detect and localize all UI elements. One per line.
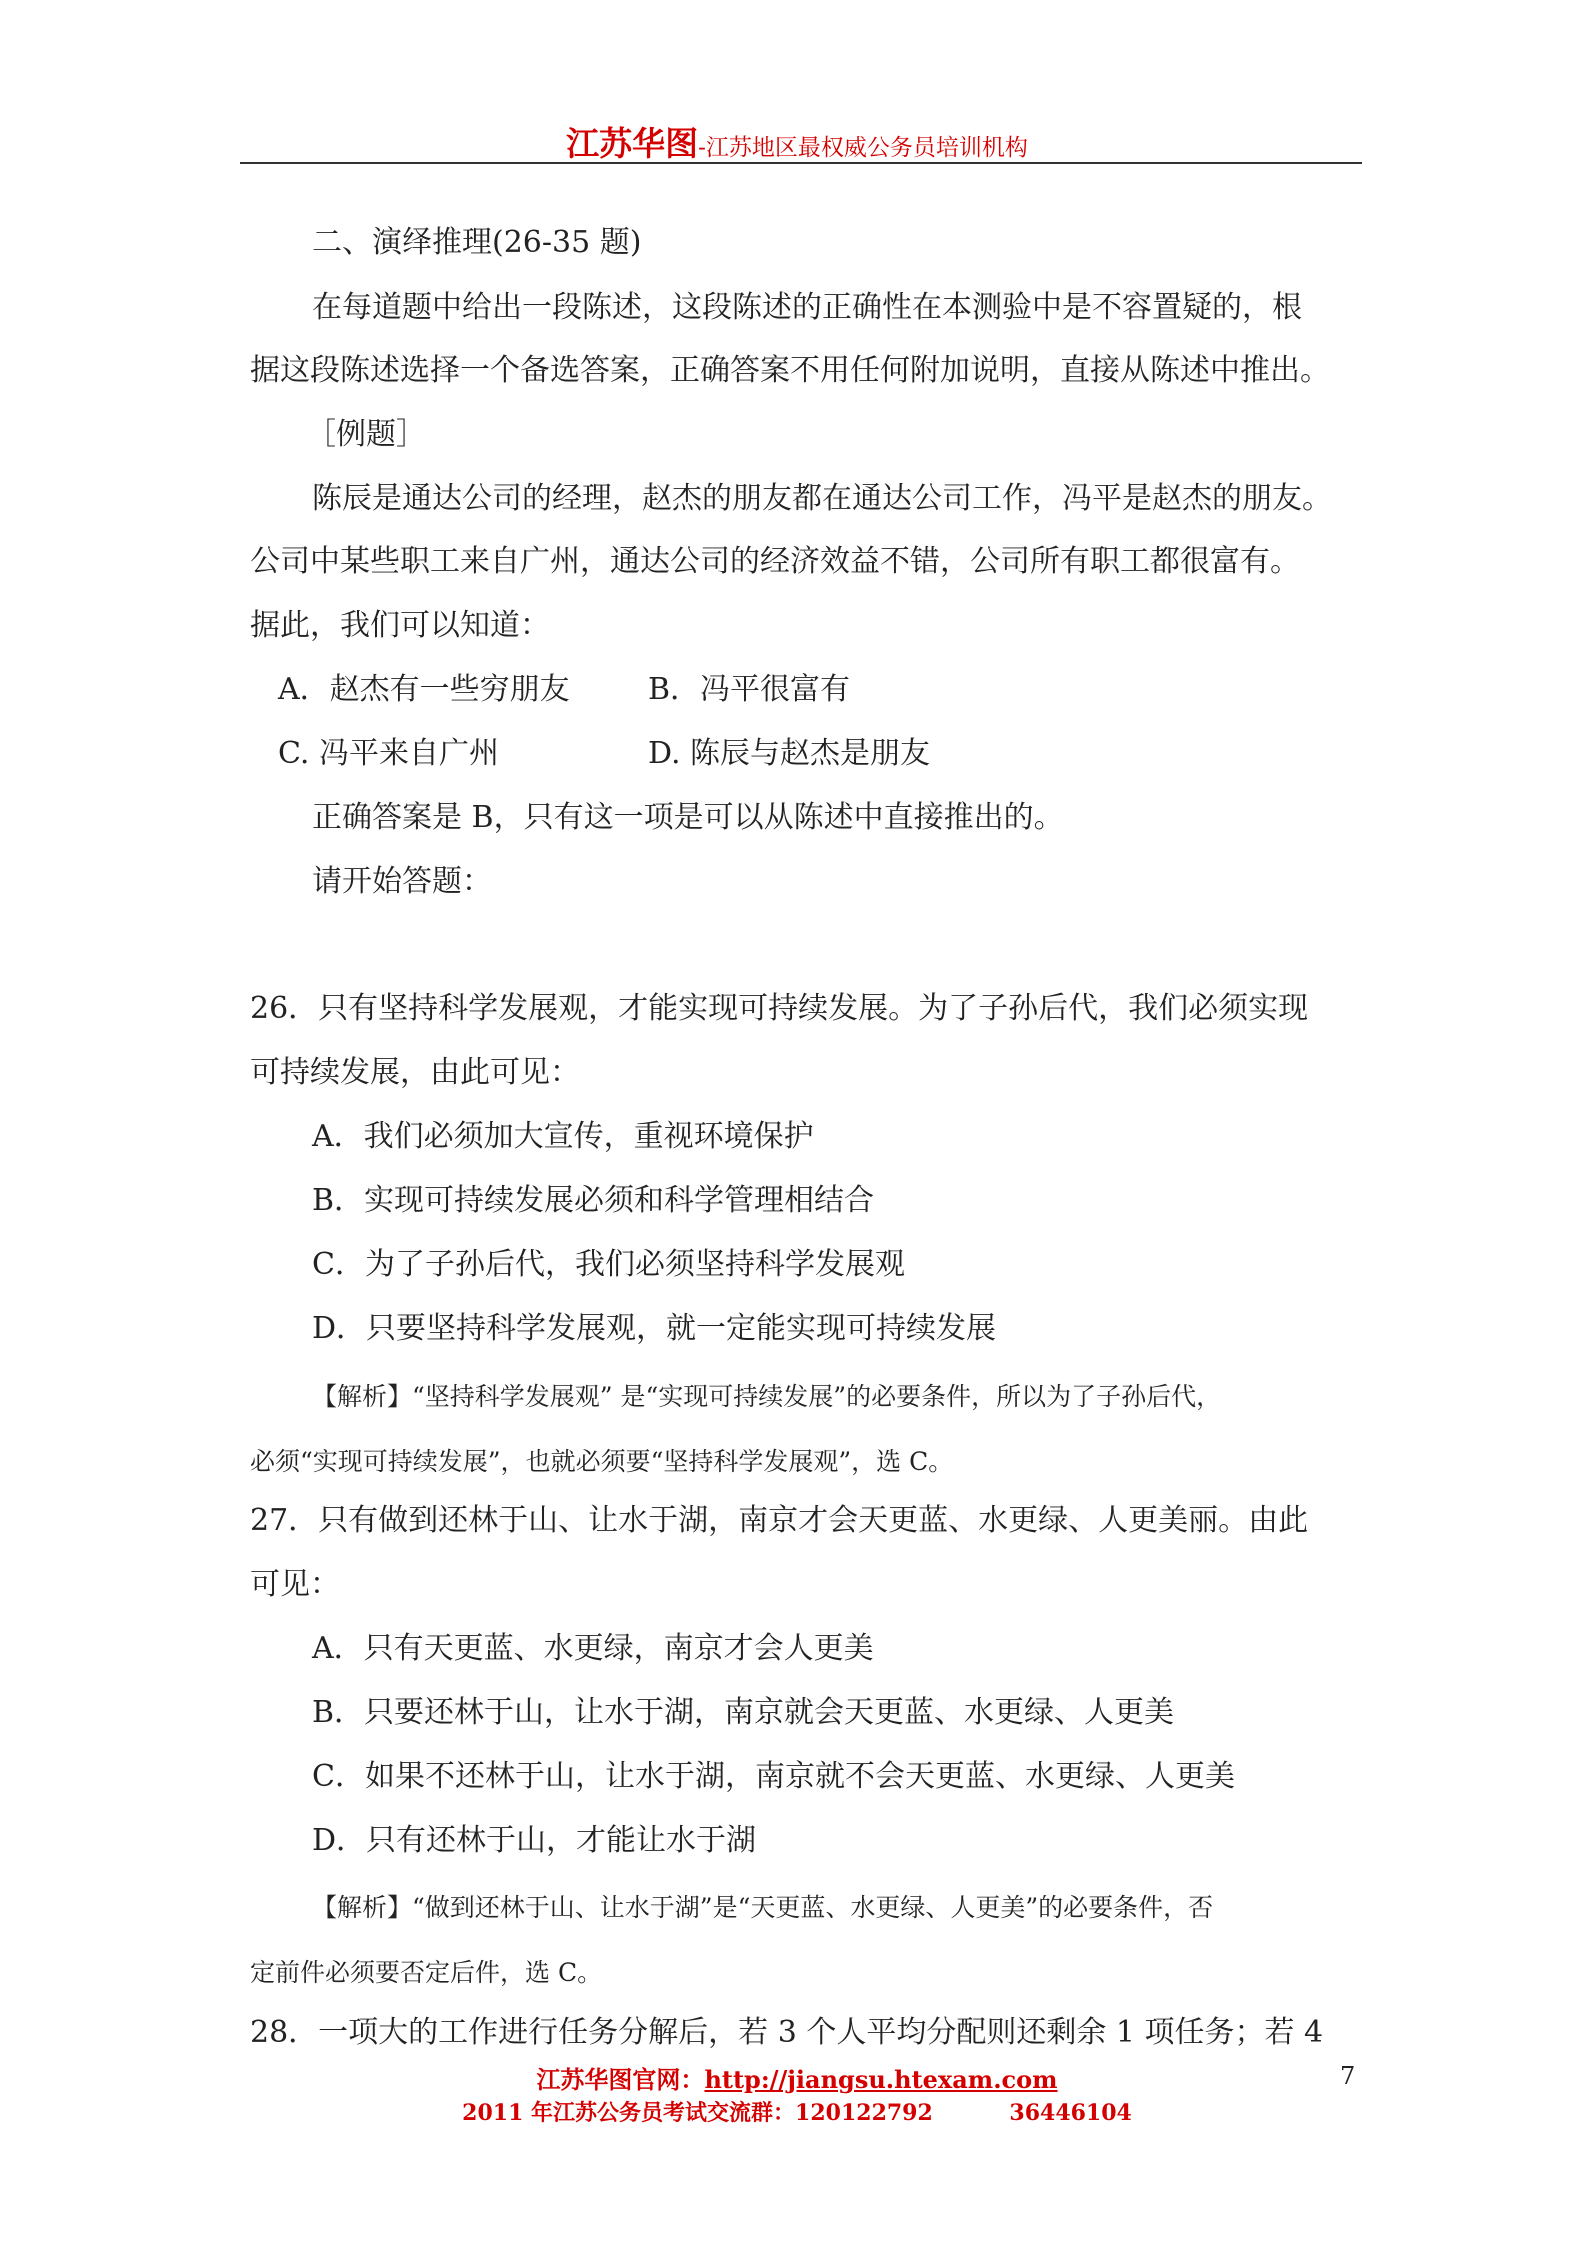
question-26-option-a: A．我们必须加大宣传，重视环境保护 bbox=[312, 1119, 814, 1154]
footer-group-line: 2011 年江苏公务员考试交流群：120122792 36446104 bbox=[462, 2100, 1132, 2126]
example-line-2: 公司中某些职工来自广州，通达公司的经济效益不错，公司所有职工都很富有。 bbox=[250, 544, 1300, 579]
question-27-stem-line-2: 可见： bbox=[250, 1567, 340, 1602]
header-divider bbox=[240, 162, 1362, 164]
page-header bbox=[0, 118, 1594, 165]
question-27-option-d: D．只有还林于山，才能让水于湖 bbox=[312, 1823, 757, 1858]
question-26-option-d: D．只要坚持科学发展观，就一定能实现可持续发展 bbox=[312, 1311, 997, 1346]
question-27-option-b: B．只要还林于山，让水于湖，南京就会天更蓝、水更绿、人更美 bbox=[312, 1695, 1175, 1730]
question-27-analysis-line-1: 【解析】“做到还林于山、让水于湖”是“天更蓝、水更绿、人更美”的必要条件，否 bbox=[312, 1893, 1214, 1922]
example-option-b: B．冯平很富有 bbox=[648, 672, 851, 707]
question-28-stem-line-1: 28．一项大的工作进行任务分解后，若 3 个人平均分配则还剩余 1 项任务；若 4 bbox=[250, 2015, 1324, 2050]
footer-site-link[interactable]: http://jiangsu.htexam.com bbox=[704, 2065, 1058, 2094]
example-option-d: D. 陈辰与赵杰是朋友 bbox=[648, 736, 931, 771]
example-line-1: 陈辰是通达公司的经理，赵杰的朋友都在通达公司工作，冯平是赵杰的朋友。 bbox=[312, 481, 1332, 516]
question-27-option-c: C．如果不还林于山，让水于湖，南京就不会天更蓝、水更绿、人更美 bbox=[312, 1759, 1235, 1794]
question-26-analysis-line-1: 【解析】“坚持科学发展观” 是“实现可持续发展”的必要条件，所以为了子孙后代， bbox=[312, 1382, 1222, 1411]
question-27-stem-line-1: 27．只有做到还林于山、让水于湖，南京才会天更蓝、水更绿、人更美丽。由此 bbox=[250, 1503, 1309, 1538]
instruction-line-2: 据这段陈述选择一个备选答案，正确答案不用任何附加说明，直接从陈述中推出。 bbox=[250, 353, 1330, 388]
start-prompt: 请开始答题： bbox=[312, 864, 492, 899]
page-number: 7 bbox=[1340, 2062, 1356, 2090]
example-answer: 正确答案是 B，只有这一项是可以从陈述中直接推出的。 bbox=[312, 800, 1064, 835]
question-27-analysis-line-2: 定前件必须要否定后件，选 C。 bbox=[250, 1958, 603, 1987]
section-title: 二、演绎推理(26-35 题) bbox=[312, 225, 642, 260]
question-26-option-b: B．实现可持续发展必须和科学管理相结合 bbox=[312, 1183, 875, 1218]
question-26-option-c: C．为了子孙后代，我们必须坚持科学发展观 bbox=[312, 1247, 905, 1282]
example-line-3: 据此，我们可以知道： bbox=[250, 608, 550, 643]
instruction-line-1: 在每道题中给出一段陈述，这段陈述的正确性在本测验中是不容置疑的，根 bbox=[312, 290, 1302, 325]
question-27-option-a: A．只有天更蓝、水更绿，南京才会人更美 bbox=[312, 1631, 874, 1666]
header-brand: 江苏华图 bbox=[566, 124, 699, 163]
question-26-stem-line-1: 26．只有坚持科学发展观，才能实现可持续发展。为了子孙后代，我们必须实现 bbox=[250, 991, 1309, 1026]
question-26-analysis-line-2: 必须“实现可持续发展”，也就必须要“坚持科学发展观”，选 C。 bbox=[250, 1447, 954, 1476]
example-option-c: C. 冯平来自广州 bbox=[278, 736, 499, 771]
example-option-a: A．赵杰有一些穷朋友 bbox=[278, 672, 570, 707]
footer-site-label: 江苏华图官网： bbox=[536, 2065, 705, 2094]
header-slogan: -江苏地区最权威公务员培训机构 bbox=[698, 135, 1028, 161]
example-label: ［例题］ bbox=[306, 417, 426, 452]
question-26-stem-line-2: 可持续发展，由此可见： bbox=[250, 1055, 580, 1090]
